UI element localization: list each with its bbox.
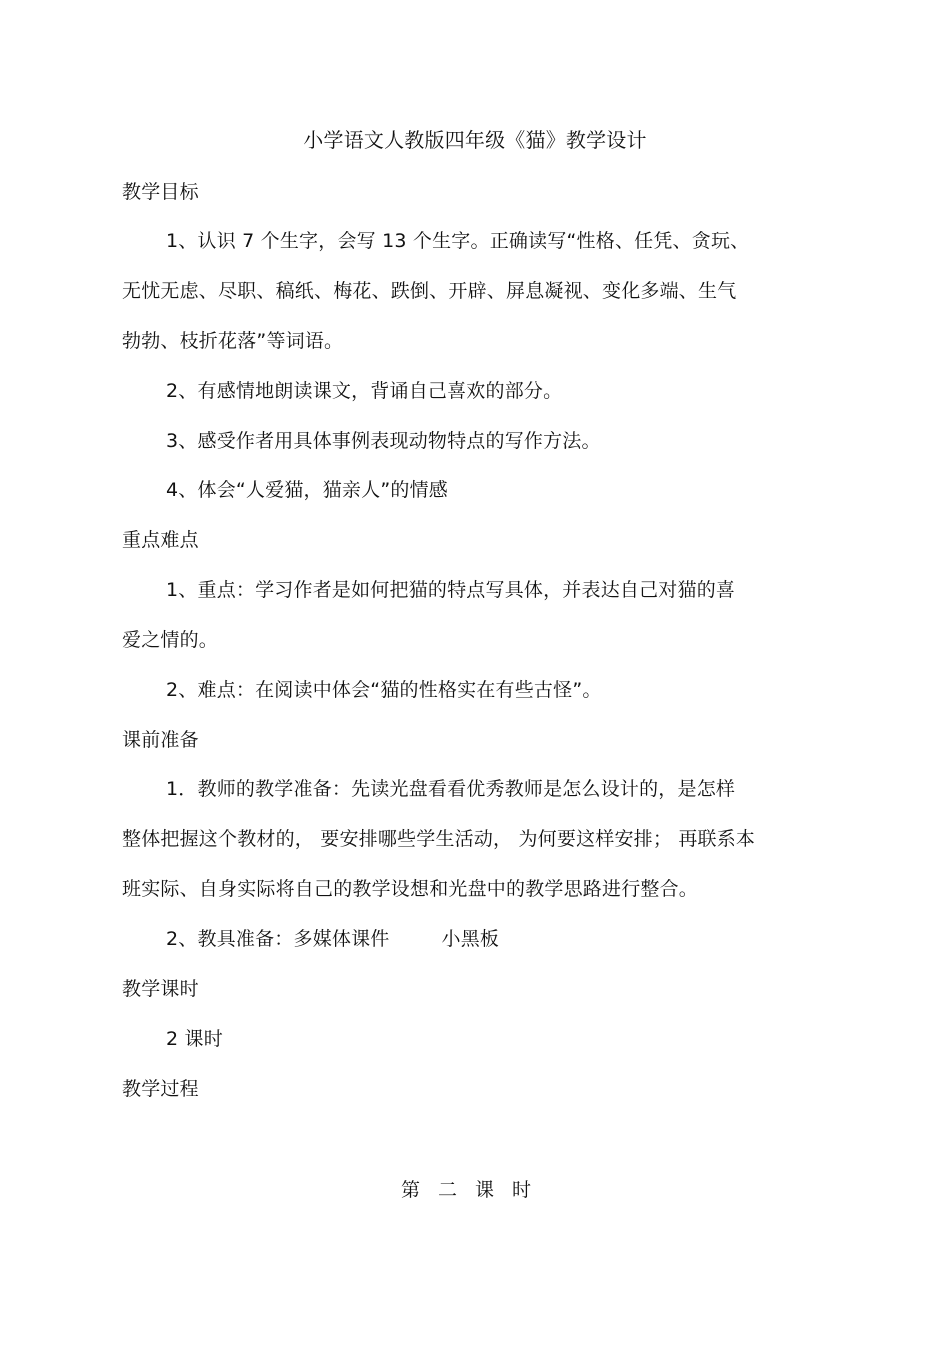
section-heading-periods: 教学课时 [122,978,199,1000]
objective-item-1-line-1: 1、认识 7 个生字，会写 13 个生字。正确读写“性格、任凭、贪玩、 [166,230,750,252]
section-heading-preparation: 课前准备 [122,729,199,751]
key-point-item-2: 2、难点：在阅读中体会“猫的性格实在有些古怪”。 [166,679,602,701]
preparation-item-1-line-2: 整体把握这个教材的， 要安排哪些学生活动， 为何要这样安排； 再联系本 [122,828,756,850]
document-title: 小学语文人教版四年级《猫》教学设计 [303,128,647,152]
preparation-item-1-line-1: 1．教师的教学准备：先读光盘看看优秀教师是怎么设计的，是怎样 [166,778,736,800]
key-point-item-1-line-1: 1、重点：学习作者是如何把猫的特点写具体，并表达自己对猫的喜 [166,579,736,601]
periods-value: 2 课时 [166,1028,223,1050]
lesson-title: 第二课时 [400,1179,549,1201]
objective-item-2: 2、有感情地朗读课文，背诵自己喜欢的部分。 [166,380,563,402]
objective-item-1-line-2: 无忧无虑、尽职、稿纸、梅花、跌倒、开辟、屏息凝视、变化多端、生气 [122,280,737,302]
objective-item-3: 3、感受作者用具体事例表现动物特点的写作方法。 [166,430,601,452]
preparation-item-1-line-3: 班实际、自身实际将自己的教学设想和光盘中的教学思路进行整合。 [122,878,699,900]
preparation-item-2-prefix: 2、教具准备：多媒体课件 [166,928,390,950]
section-heading-process: 教学过程 [122,1078,199,1100]
objective-item-1-line-3: 勃勃、枝折花落”等词语。 [122,330,344,352]
preparation-item-2 [166,927,499,951]
key-point-item-1-line-2: 爱之情的。 [122,629,219,651]
section-heading-objectives: 教学目标 [122,181,199,203]
preparation-item-2-suffix: 小黑板 [441,928,500,950]
section-heading-key-points: 重点难点 [122,529,199,551]
objective-item-4: 4、体会“人爱猫，猫亲人”的情感 [166,479,448,501]
